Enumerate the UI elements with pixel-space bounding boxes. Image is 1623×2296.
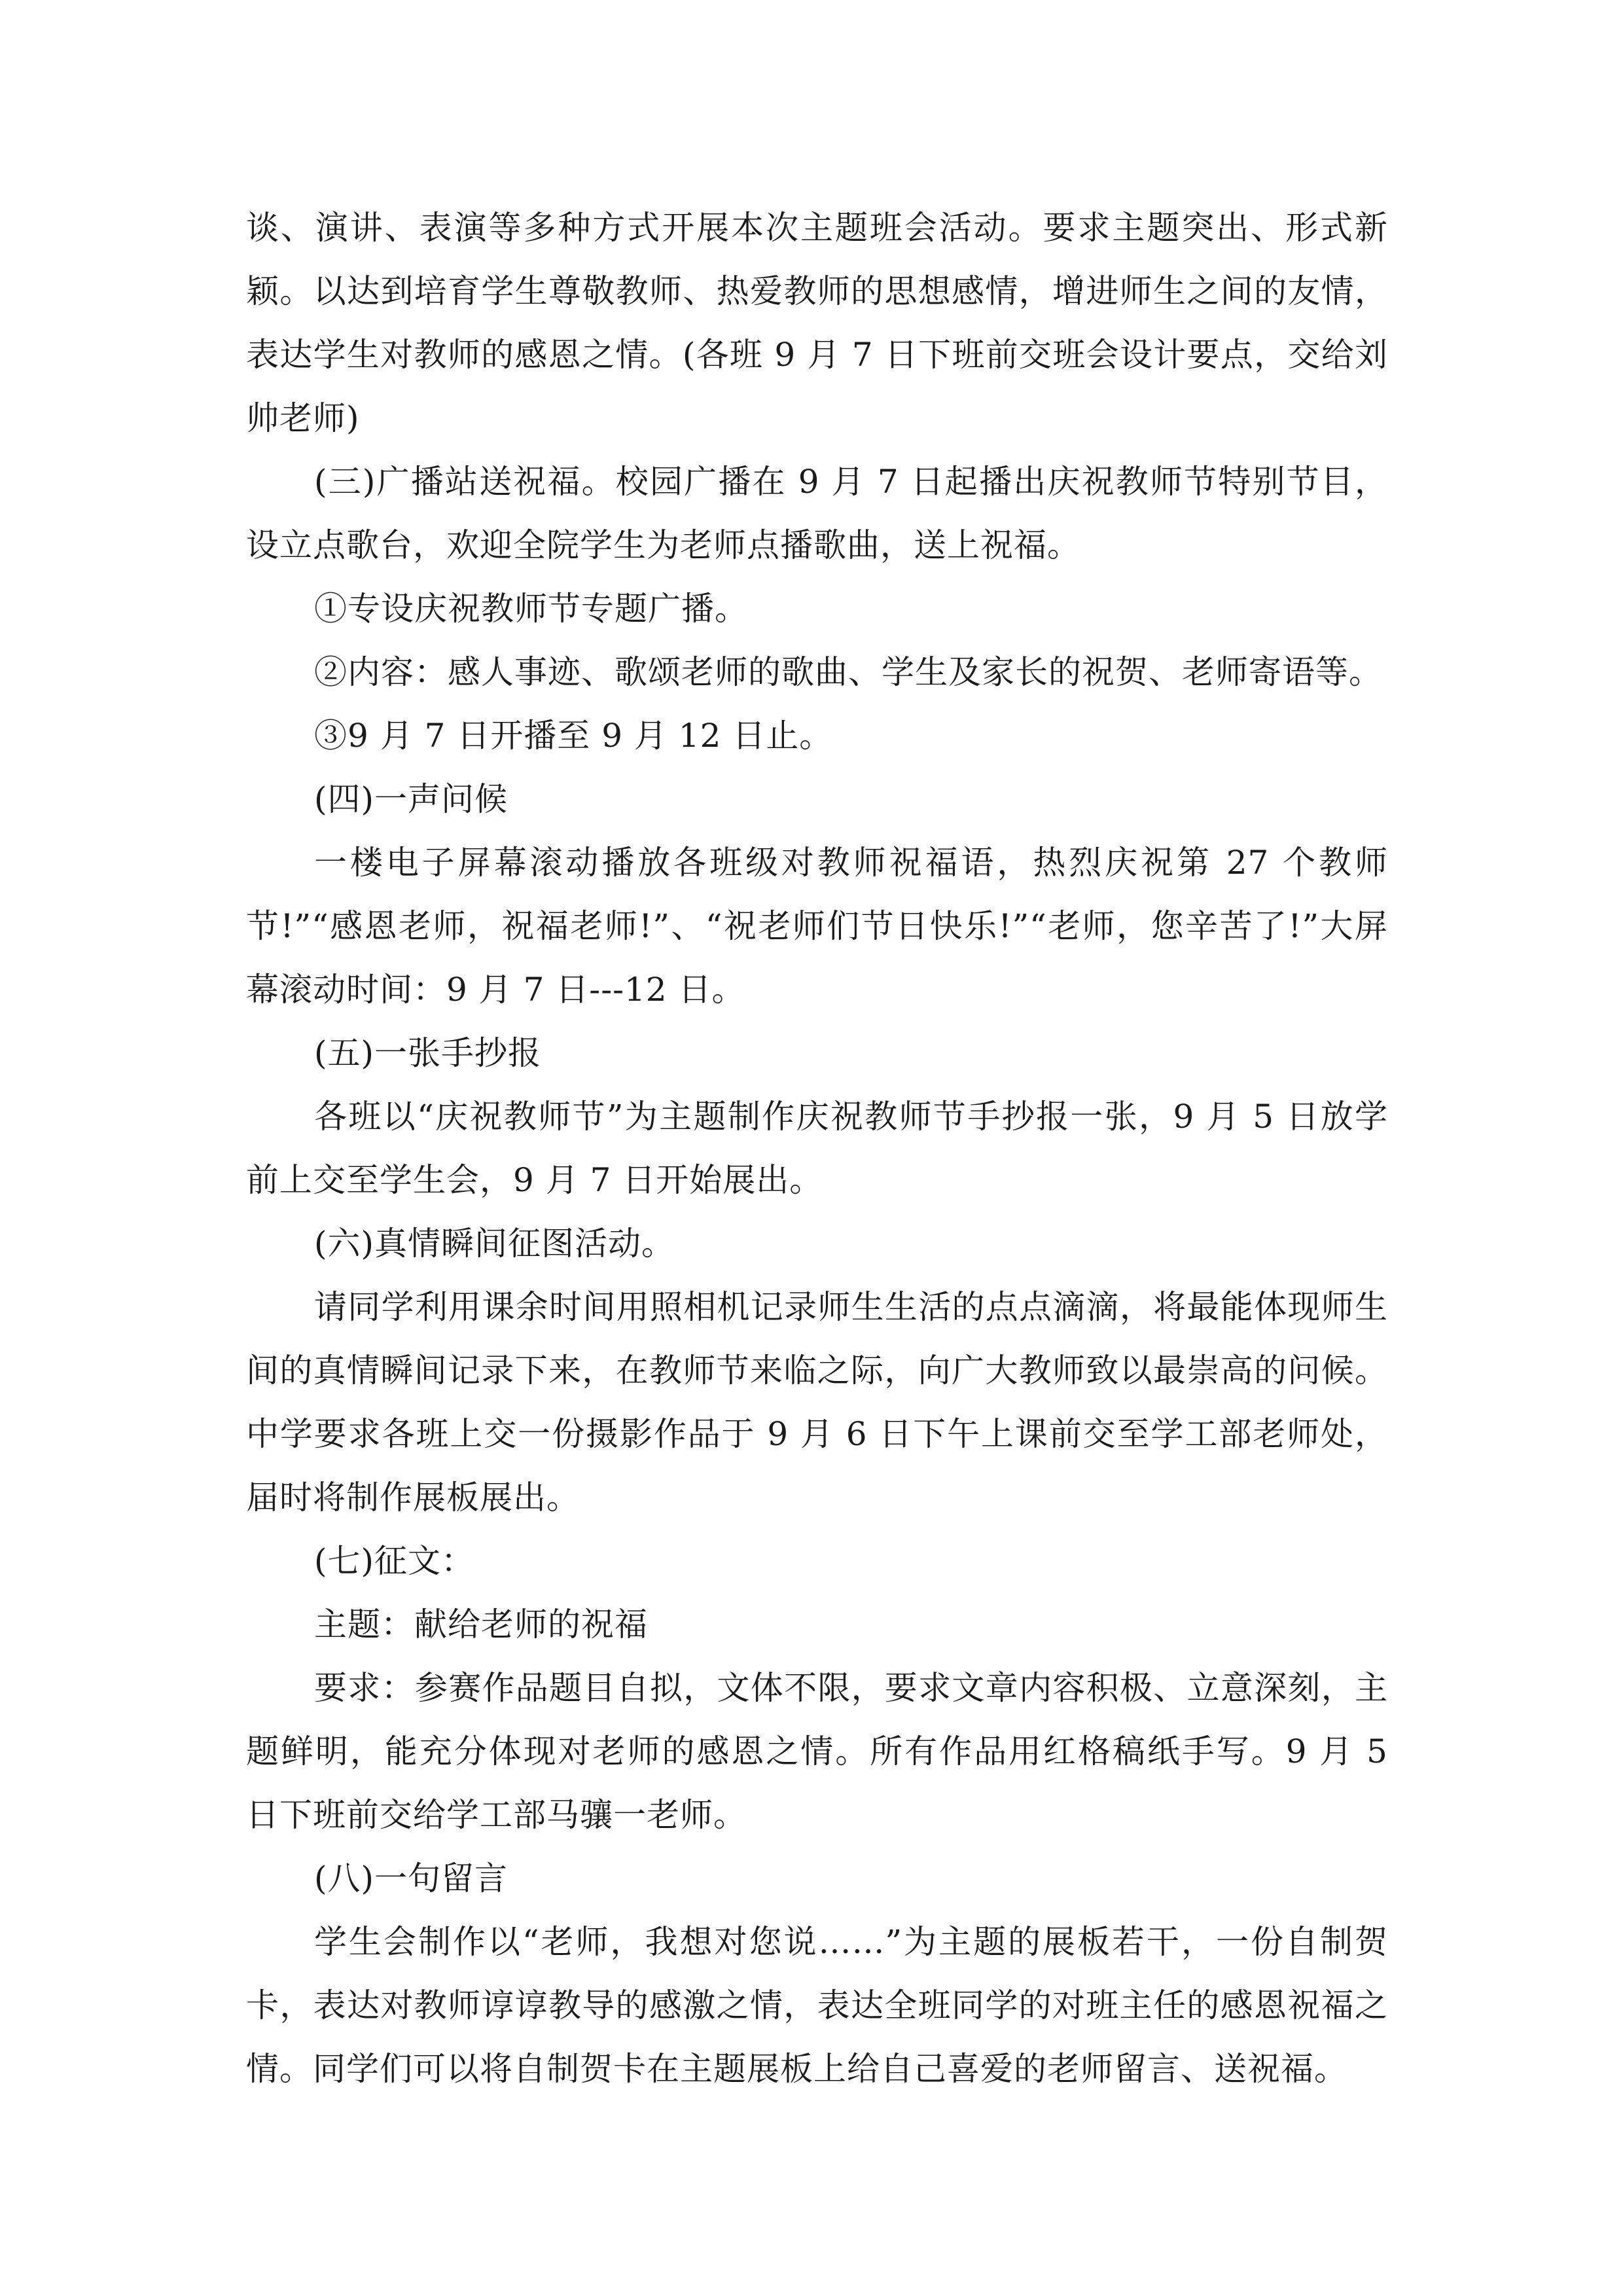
paragraph-handwritten-paper: 各班以“庆祝教师节”为主题制作庆祝教师节手抄报一张，9 月 5 日放学前上交至学生会，9 月 7 日开始展出。: [246, 1098, 1388, 1199]
paragraph-broadcast-item-1: ①专设庆祝教师节专题广播。: [314, 590, 748, 628]
paragraph-broadcast-item-3: ③9 月 7 日开播至 9 月 12 日止。: [314, 717, 833, 755]
paragraph-greeting: 一楼电子屏幕滚动播放各班级对教师祝福语，热烈庆祝第 27 个教师节!”“感恩老师，祝福老师!”、“祝老师们节日快乐!”“老师，您辛苦了!”大屏幕滚动时间：9 月 7 日---12 日。: [246, 844, 1388, 1009]
paragraph-essay-theme: 主题：献给老师的祝福: [314, 1605, 648, 1643]
heading-photo-activity: (六)真情瞬间征图活动。: [314, 1225, 675, 1263]
heading-handwritten-paper: (五)一张手抄报: [314, 1034, 542, 1072]
heading-greeting: (四)一声问候: [314, 780, 508, 818]
paragraph-broadcast-station: (三)广播站送祝福。校园广播在 9 月 7 日起播出庆祝教师节特别节目，设立点歌台，欢迎全院学生为老师点播歌曲，送上祝福。: [246, 463, 1388, 564]
paragraph-message: 学生会制作以“老师，我想对您说……”为主题的展板若干，一份自制贺卡，表达对教师谆谆教导的感激之情，表达全班同学的对班主任的感恩祝福之情。同学们可以将自制贺卡在主题展板上给自己喜爱的老师留言、送祝福。: [246, 1923, 1388, 2088]
paragraph-photo-activity: 请同学利用课余时间用照相机记录师生生活的点点滴滴，将最能体现师生间的真情瞬间记录下来，在教师节来临之际，向广大教师致以最崇高的问候。中学要求各班上交一份摄影作品于 9 月 6 日下午上课前交至学工部老师处，届时将制作展板展出。: [246, 1288, 1388, 1516]
heading-essay: (七)征文：: [314, 1542, 475, 1580]
paragraph-essay-requirements: 要求：参赛作品题目自拟，文体不限，要求文章内容积极、立意深刻，主题鲜明，能充分体现对老师的感恩之情。所有作品用红格稿纸手写。9 月 5 日下班前交给学工部马骧一老师。: [246, 1669, 1388, 1834]
heading-message: (八)一句留言: [314, 1859, 508, 1897]
document-body: [246, 196, 1388, 2101]
paragraph-continuation: 谈、演讲、表演等多种方式开展本次主题班会活动。要求主题突出、形式新颖。以达到培育学生尊敬教师、热爱教师的思想感情，增进师生之间的友情，表达学生对教师的感恩之情。(各班 9 月 7 日下班前交班会设计要点，交给刘帅老师): [246, 209, 1388, 437]
paragraph-broadcast-item-2: ②内容：感人事迹、歌颂老师的歌曲、学生及家长的祝贺、老师寄语等。: [314, 653, 1382, 691]
